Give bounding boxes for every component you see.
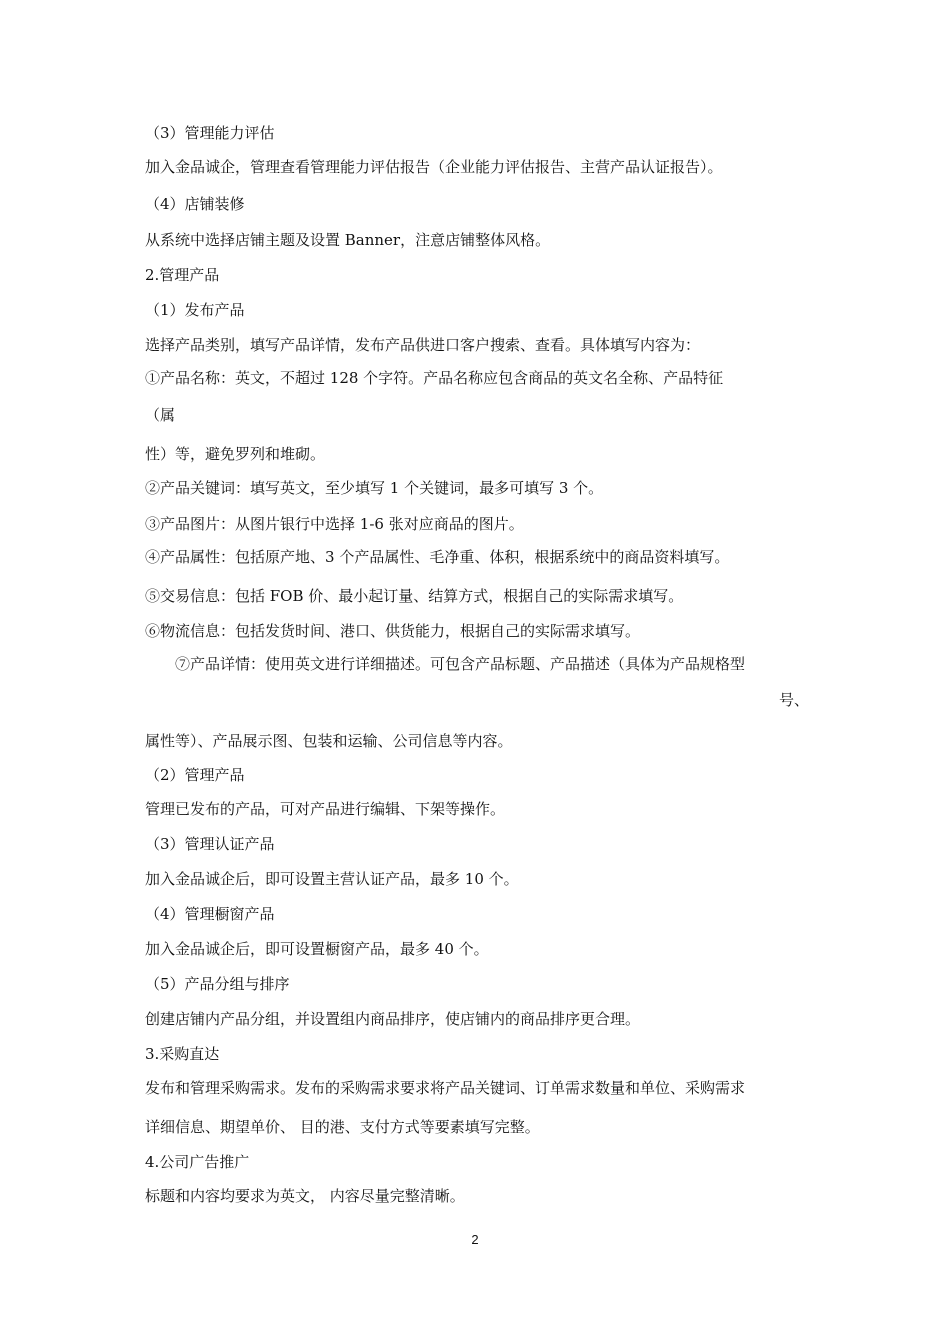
list-item-continuation: 号、 [779,691,810,709]
list-item-continuation: （属 [145,406,176,424]
list-item: ⑦产品详情：使用英文进行详细描述。可包含产品标题、产品描述（具体为产品规格型 [175,655,746,673]
list-item: ②产品关键词：填写英文，至少填写 1 个关键词，最多可填写 3 个。 [145,479,604,497]
heading-store-decoration: （4）店铺装修 [145,195,245,213]
section-heading-purchase-direct: 3.采购直达 [145,1045,220,1063]
paragraph: 创建店铺内产品分组，并设置组内商品排序，使店铺内的商品排序更合理。 [145,1010,641,1028]
paragraph: 管理已发布的产品，可对产品进行编辑、下架等操作。 [145,800,506,818]
heading-manage-product: （2）管理产品 [145,766,245,784]
heading-publish-product: （1）发布产品 [145,301,245,319]
list-item: ①产品名称：英文，不超过 128 个字符。产品名称应包含商品的英文名全称、产品特征 [145,369,724,387]
paragraph: 加入金品诚企后，即可设置主营认证产品，最多 10 个。 [145,870,519,888]
page-number: 2 [471,1232,479,1247]
paragraph: 选择产品类别，填写产品详情，发布产品供进口客户搜索、查看。具体填写内容为： [145,336,701,354]
section-heading-manage-products: 2.管理产品 [145,266,220,284]
list-item: ③产品图片：从图片银行中选择 1-6 张对应商品的图片。 [145,515,524,533]
paragraph: 加入金品诚企，管理查看管理能力评估报告（企业能力评估报告、主营产品认证报告）。 [145,158,723,176]
paragraph: 发布和管理采购需求。发布的采购需求要求将产品关键词、订单需求数量和单位、采购需求 [145,1079,746,1097]
section-heading-company-ads: 4.公司广告推广 [145,1153,250,1171]
heading-management-ability: （3）管理能力评估 [145,124,275,142]
paragraph: 加入金品诚企后，即可设置橱窗产品，最多 40 个。 [145,940,489,958]
list-item: ⑤交易信息：包括 FOB 价、最小起订量、结算方式，根据自己的实际需求填写。 [145,587,684,605]
list-item-continuation: 属性等）、产品展示图、包装和运输、公司信息等内容。 [145,732,513,750]
heading-manage-certified-products: （3）管理认证产品 [145,835,275,853]
paragraph: 从系统中选择店铺主题及设置 Banner，注意店铺整体风格。 [145,231,551,249]
paragraph: 标题和内容均要求为英文， 内容尽量完整清晰。 [145,1187,465,1205]
list-item-continuation: 性）等，避免罗列和堆砌。 [145,445,326,463]
heading-product-grouping: （5）产品分组与排序 [145,975,290,993]
paragraph-continuation: 详细信息、期望单价、 目的港、支付方式等要素填写完整。 [145,1118,540,1136]
list-item: ⑥物流信息：包括发货时间、港口、供货能力，根据自己的实际需求填写。 [145,622,641,640]
list-item: ④产品属性：包括原产地、3 个产品属性、毛净重、体积，根据系统中的商品资料填写。 [145,548,730,566]
heading-manage-showcase-products: （4）管理橱窗产品 [145,905,275,923]
